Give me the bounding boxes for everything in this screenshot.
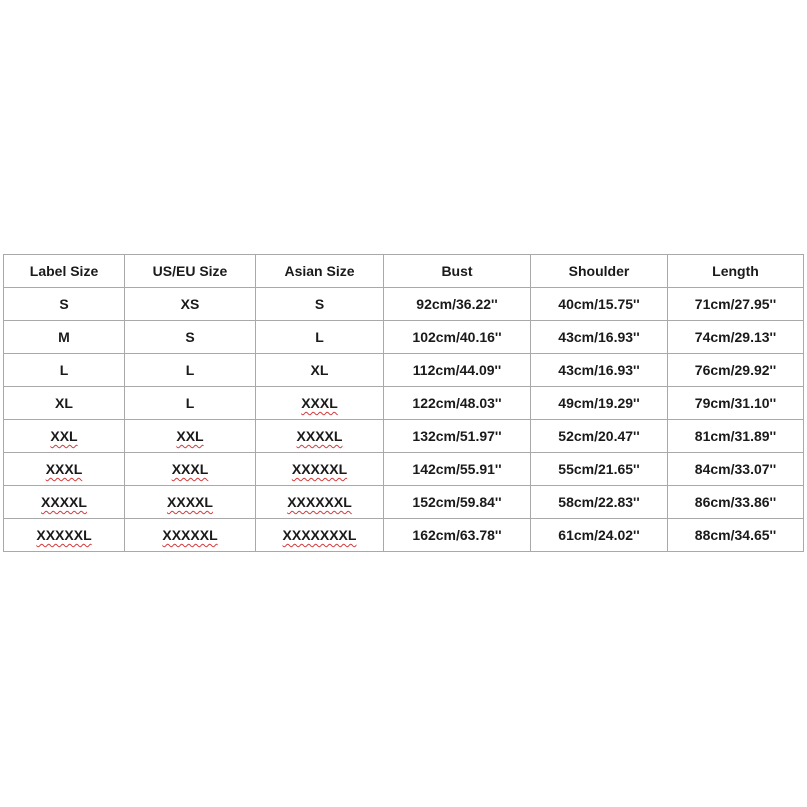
- us-eu-size-cell: [125, 387, 256, 420]
- length-cell: [668, 288, 804, 321]
- bust-cell: [384, 354, 531, 387]
- us-eu-size-cell: [125, 354, 256, 387]
- asian-size-cell: [256, 321, 384, 354]
- cell-text: 40cm/15.75'': [558, 296, 640, 312]
- cell-text: 122cm/48.03'': [412, 395, 502, 411]
- asian-size-cell: [256, 420, 384, 453]
- length-cell: [668, 354, 804, 387]
- bust-cell: [384, 453, 531, 486]
- bust-cell: [384, 321, 531, 354]
- table-row: [4, 420, 804, 453]
- length-cell: [668, 420, 804, 453]
- cell-text: XXXXXXL: [287, 494, 352, 510]
- label-size-cell: [4, 354, 125, 387]
- header-bust: Bust: [384, 255, 531, 288]
- cell-text: XXXXL: [167, 494, 213, 510]
- label-size-cell: [4, 420, 125, 453]
- header-length: Length: [668, 255, 804, 288]
- asian-size-cell: [256, 453, 384, 486]
- asian-size-cell: [256, 486, 384, 519]
- cell-text: XXXL: [45, 461, 83, 477]
- label-size-cell: [4, 288, 125, 321]
- table-row: [4, 321, 804, 354]
- cell-text: S: [59, 296, 69, 312]
- cell-text: XXXXXL: [162, 527, 218, 543]
- bust-cell: [384, 420, 531, 453]
- cell-text: L: [315, 329, 324, 345]
- length-cell: [668, 321, 804, 354]
- length-cell: [668, 519, 804, 552]
- cell-text: 43cm/16.93'': [558, 362, 640, 378]
- cell-text: 132cm/51.97'': [412, 428, 502, 444]
- cell-text: XXXXL: [296, 428, 343, 444]
- label-size-cell: [4, 321, 125, 354]
- cell-text: 52cm/20.47'': [558, 428, 640, 444]
- us-eu-size-cell: [125, 453, 256, 486]
- us-eu-size-cell: [125, 486, 256, 519]
- cell-text: XXXL: [301, 395, 338, 411]
- asian-size-cell: [256, 288, 384, 321]
- length-cell: [668, 387, 804, 420]
- header-us-eu-size: US/EU Size: [125, 255, 256, 288]
- label-size-cell: [4, 486, 125, 519]
- cell-text: 71cm/27.95'': [694, 296, 777, 312]
- cell-text: 92cm/36.22'': [416, 296, 498, 312]
- cell-text: 102cm/40.16'': [412, 329, 502, 345]
- us-eu-size-cell: [125, 321, 256, 354]
- cell-text: XXL: [176, 428, 204, 444]
- shoulder-cell: [531, 321, 668, 354]
- table-row: [4, 354, 804, 387]
- cell-text: 112cm/44.09'': [412, 362, 502, 378]
- cell-text: 86cm/33.86'': [694, 494, 777, 510]
- cell-text: L: [59, 362, 69, 378]
- cell-text: 43cm/16.93'': [558, 329, 640, 345]
- cell-text: 74cm/29.13'': [694, 329, 777, 345]
- cell-text: M: [58, 329, 70, 345]
- cell-text: XXXXXXXL: [282, 527, 357, 543]
- cell-text: 152cm/59.84'': [412, 494, 502, 510]
- label-size-cell: [4, 387, 125, 420]
- header-shoulder: Shoulder: [531, 255, 668, 288]
- shoulder-cell: [531, 354, 668, 387]
- shoulder-cell: [531, 288, 668, 321]
- table-row: [4, 387, 804, 420]
- length-cell: [668, 486, 804, 519]
- cell-text: 58cm/22.83'': [558, 494, 640, 510]
- shoulder-cell: [531, 519, 668, 552]
- us-eu-size-cell: [125, 420, 256, 453]
- shoulder-cell: [531, 453, 668, 486]
- size-chart-table: [3, 254, 804, 552]
- us-eu-size-cell: [125, 288, 256, 321]
- cell-text: 76cm/29.92'': [694, 362, 777, 378]
- cell-text: XXXXL: [41, 494, 87, 510]
- label-size-cell: [4, 453, 125, 486]
- shoulder-cell: [531, 420, 668, 453]
- table-row: [4, 486, 804, 519]
- cell-text: XXXXXL: [291, 461, 348, 477]
- cell-text: L: [185, 362, 195, 378]
- header-row: [4, 255, 804, 288]
- cell-text: 49cm/19.29'': [558, 395, 640, 411]
- table-row: [4, 453, 804, 486]
- cell-text: XXXL: [171, 461, 209, 477]
- asian-size-cell: [256, 387, 384, 420]
- bust-cell: [384, 387, 531, 420]
- table-row: [4, 519, 804, 552]
- cell-text: 84cm/33.07'': [694, 461, 777, 477]
- cell-text: 142cm/55.91'': [412, 461, 502, 477]
- cell-text: 162cm/63.78'': [412, 527, 502, 543]
- bust-cell: [384, 288, 531, 321]
- us-eu-size-cell: [125, 519, 256, 552]
- cell-text: 79cm/31.10'': [694, 395, 777, 411]
- cell-text: XXXXXL: [36, 527, 92, 543]
- cell-text: 88cm/34.65'': [694, 527, 777, 543]
- label-size-cell: [4, 519, 125, 552]
- cell-text: XS: [180, 296, 200, 312]
- shoulder-cell: [531, 387, 668, 420]
- header-label-size: Label Size: [4, 255, 125, 288]
- cell-text: S: [314, 296, 325, 312]
- cell-text: 55cm/21.65'': [558, 461, 640, 477]
- asian-size-cell: [256, 519, 384, 552]
- cell-text: XXL: [50, 428, 78, 444]
- table-row: [4, 288, 804, 321]
- cell-text: L: [185, 395, 195, 411]
- cell-text: 81cm/31.89'': [694, 428, 777, 444]
- bust-cell: [384, 486, 531, 519]
- cell-text: S: [185, 329, 195, 345]
- cell-text: XL: [55, 395, 73, 411]
- cell-text: XL: [310, 362, 329, 378]
- asian-size-cell: [256, 354, 384, 387]
- bust-cell: [384, 519, 531, 552]
- cell-text: 61cm/24.02'': [558, 527, 640, 543]
- shoulder-cell: [531, 486, 668, 519]
- length-cell: [668, 453, 804, 486]
- header-asian-size: Asian Size: [256, 255, 384, 288]
